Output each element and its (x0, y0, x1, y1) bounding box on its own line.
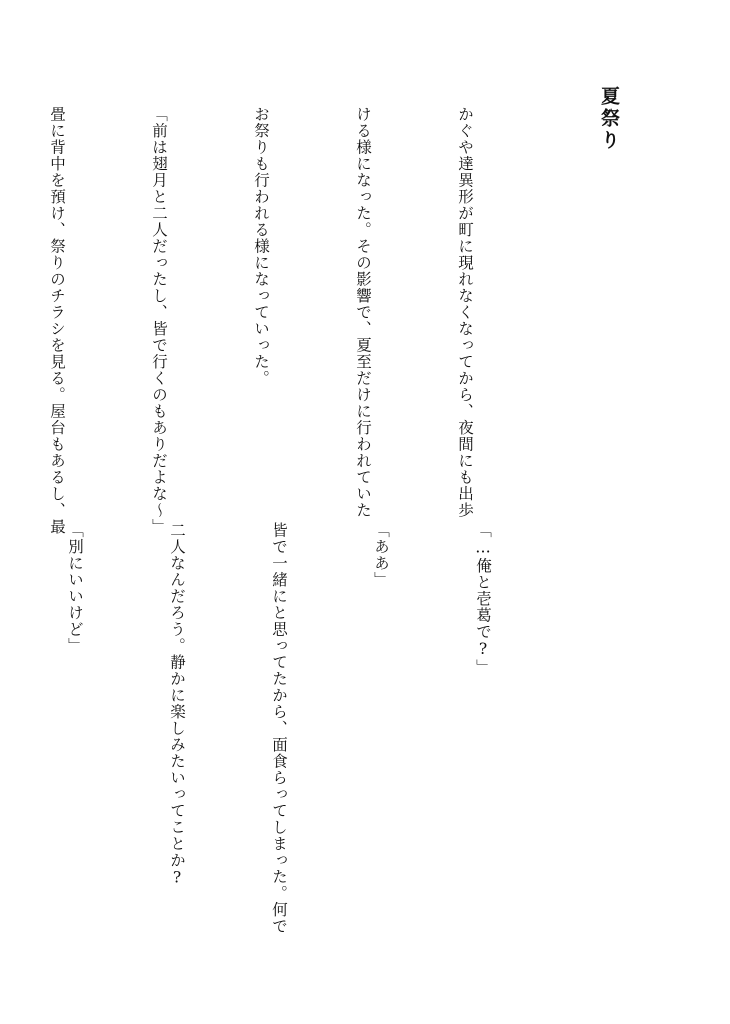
upper-text-block (0, 106, 550, 535)
text-line: 二人なんだろう。静かに楽しみたいってことか? (168, 522, 186, 888)
story-title: 夏祭り (598, 86, 620, 152)
text-line: 皆で一緒にと思ってたから、面食らってしまった。何で (270, 522, 288, 935)
text-line: かぐや達異形が町に現れなくなってから、夜間にも出歩 (456, 106, 474, 519)
text-line: 「…俺と壱葛で?」 (474, 522, 492, 676)
text-line: ける様になった。その影響で、夏至だけに行われていた (354, 106, 372, 519)
text-line: 「別にいいけど」 (66, 522, 84, 654)
text-line: お祭りも行われる様になっていった。 (252, 106, 270, 387)
text-line: 畳に背中を預け、祭りのチラシを見る。屋台もあるし、最 (48, 106, 66, 535)
text-line: 「ああ」 (372, 522, 390, 588)
lower-text-block (0, 522, 568, 935)
text-line: 「前は翅月と二人だったし、皆で行くのもありだよな〜」 (150, 106, 168, 535)
